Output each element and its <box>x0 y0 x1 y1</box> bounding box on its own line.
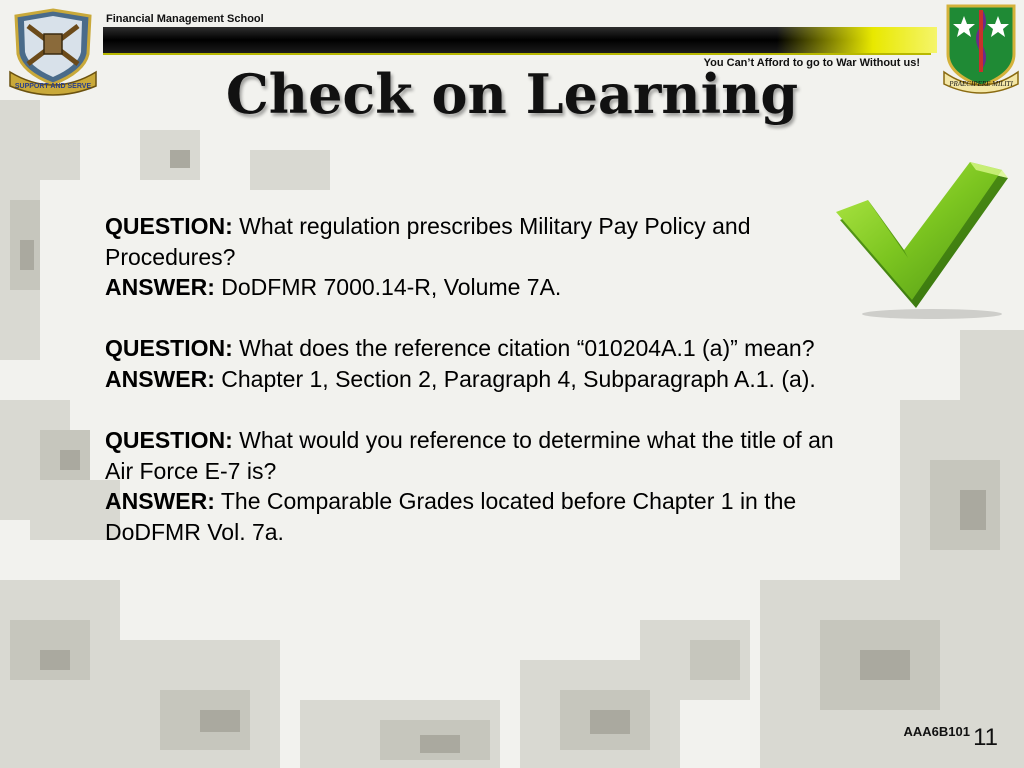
question-label: QUESTION: <box>105 335 233 362</box>
question-text: What regulation prescribes Military Pay Policy and Procedures? <box>105 213 751 270</box>
header-bar <box>103 27 931 55</box>
qa-item-3 <box>105 425 835 547</box>
course-code: AAA6B101 <box>903 724 970 739</box>
checkmark-icon <box>832 158 1012 326</box>
slide-title: Check on Learning <box>225 62 799 126</box>
qa-item-1 <box>105 211 835 303</box>
answer-1 <box>105 272 835 303</box>
header-motto: You Can’t Afford to go to War Without us! <box>703 57 920 69</box>
answer-2 <box>105 364 835 395</box>
answer-text: DoDFMR 7000.14-R, Volume 7A. <box>214 274 562 301</box>
answer-label: ANSWER: <box>105 365 215 392</box>
right-crest-motto: PRAECIPERE MILITI <box>949 80 1013 88</box>
question-label: QUESTION: <box>105 427 233 454</box>
left-crest-motto: SUPPORT AND SERVE <box>14 83 92 90</box>
answer-text: Chapter 1, Section 2, Paragraph 4, Subparagraph A.1. (a). <box>214 365 816 392</box>
school-name: Financial Management School <box>106 13 264 25</box>
qa-content <box>105 211 835 578</box>
question-3 <box>105 425 835 486</box>
answer-3 <box>105 486 835 547</box>
question-1 <box>105 211 835 272</box>
question-label: QUESTION: <box>105 213 233 239</box>
qa-item-2 <box>105 333 835 394</box>
question-text: What does the reference citation “010204A.1 (a)” mean? <box>232 335 815 362</box>
answer-label: ANSWER: <box>105 274 215 301</box>
slide-number: 11 <box>973 724 998 751</box>
question-text: What would you reference to determine what the title of an Air Force E-7 is? <box>105 427 834 484</box>
question-2 <box>105 333 835 364</box>
answer-label: ANSWER: <box>105 488 215 515</box>
answer-text: The Comparable Grades located before Chapter 1 in the DoDFMR Vol. 7a. <box>105 488 797 545</box>
